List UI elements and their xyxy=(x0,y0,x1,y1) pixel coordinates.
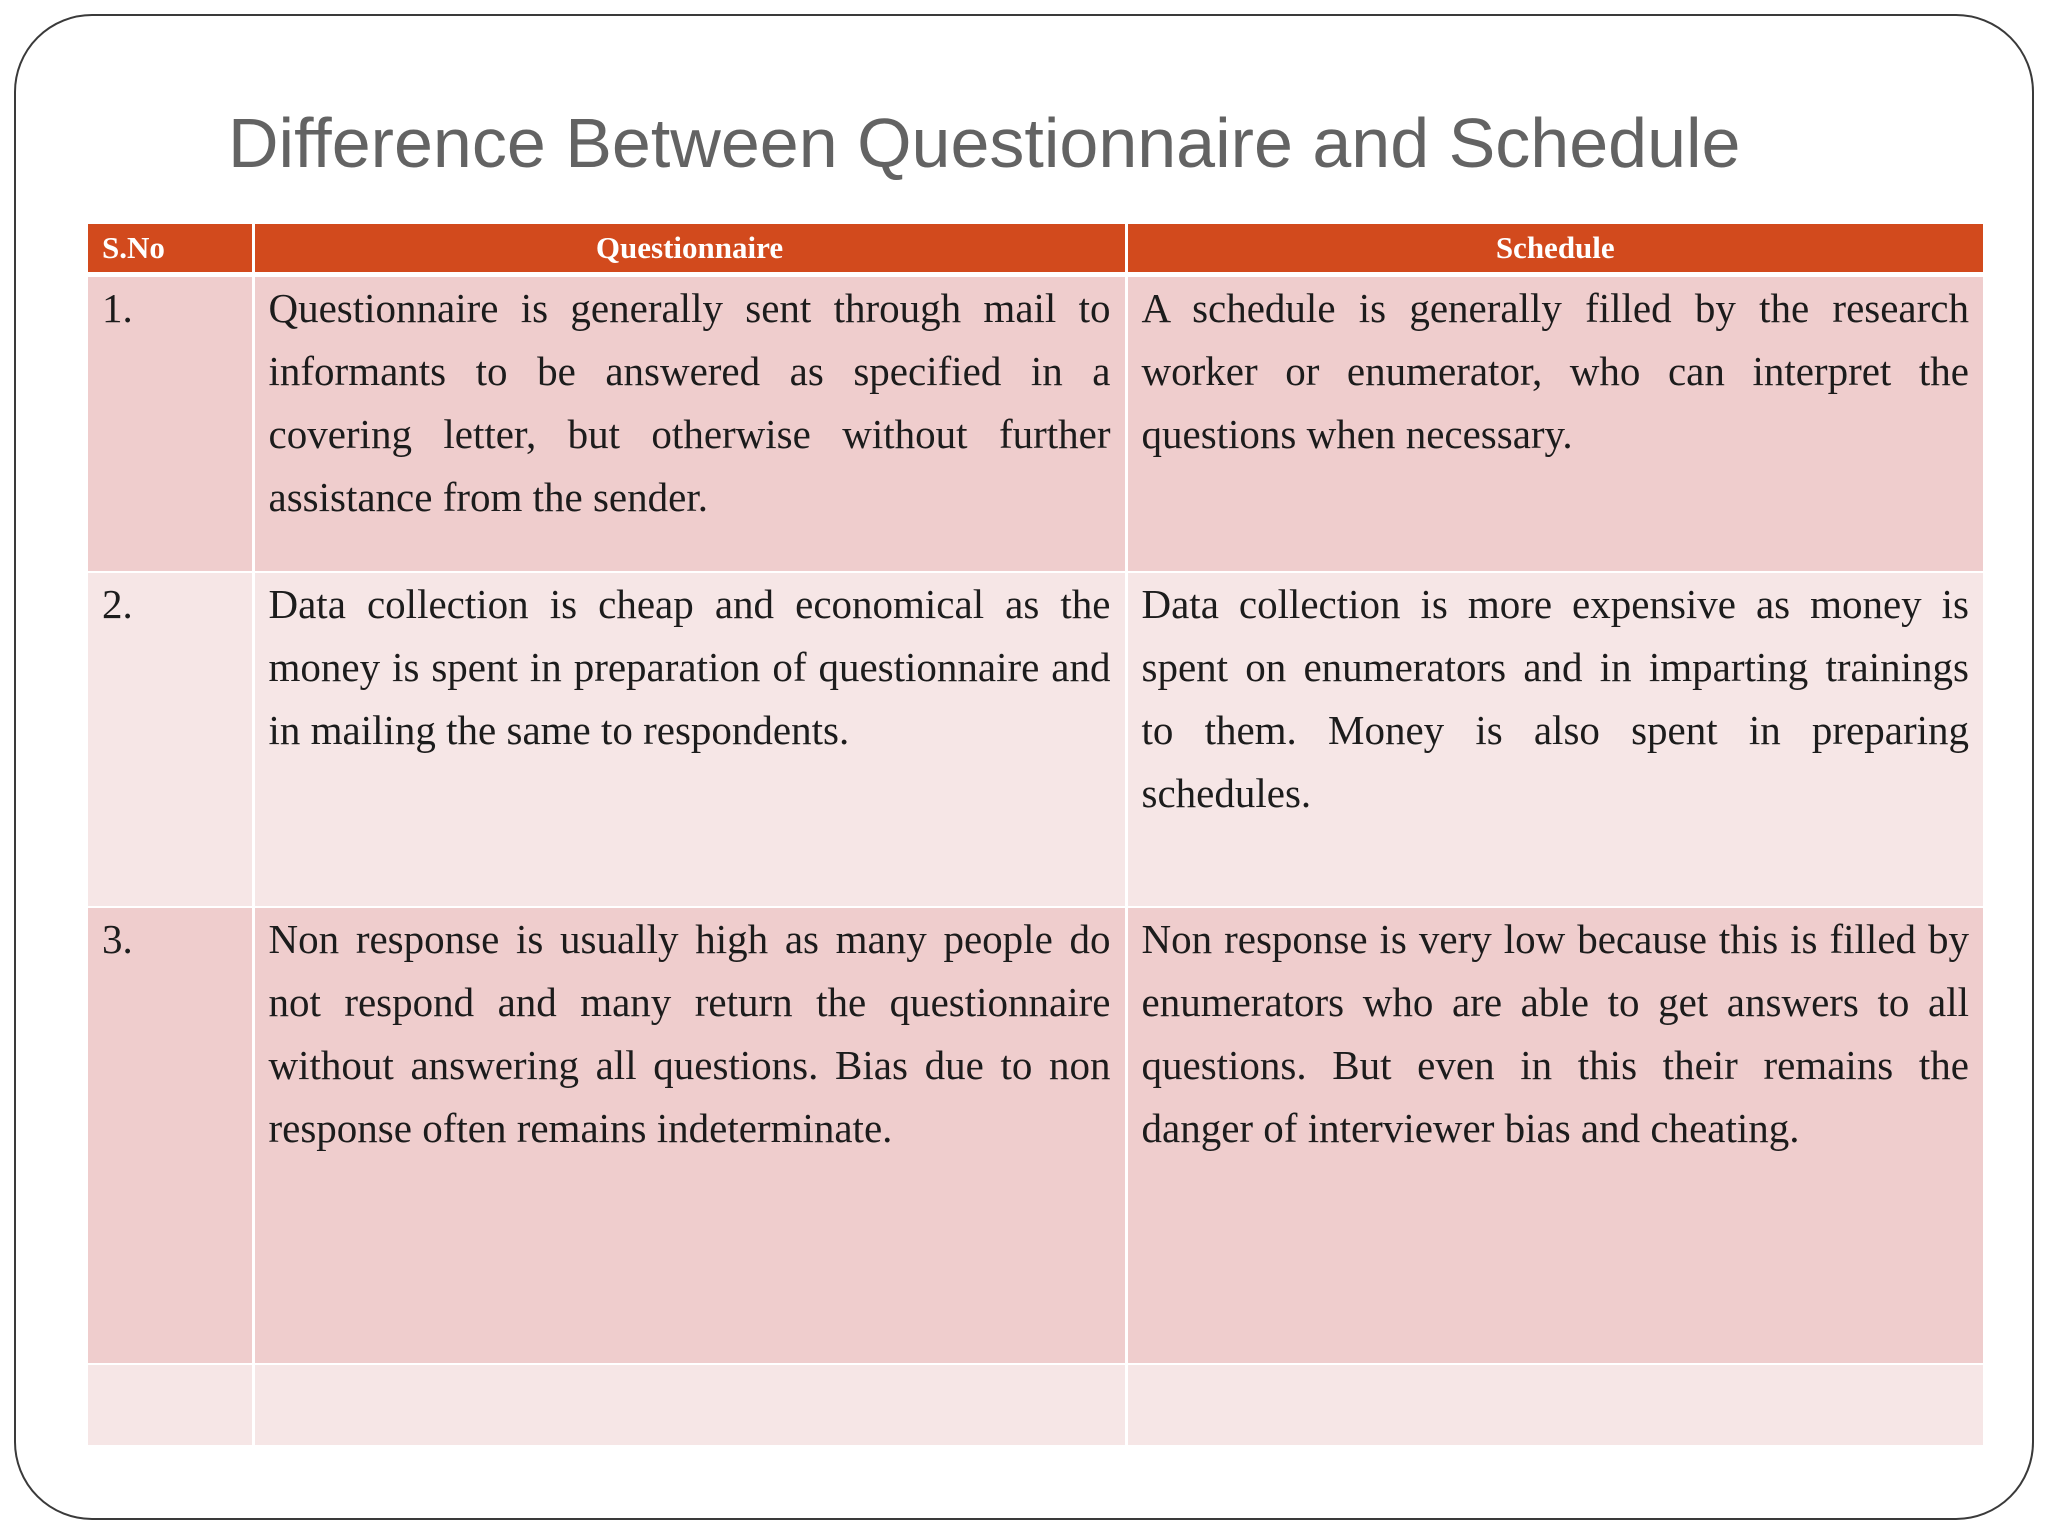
table-row xyxy=(88,572,1983,907)
row-1-schedule: A schedule is generally filled by the research worker or enumerator, who can interpret the questions when necessary. xyxy=(1126,275,1983,573)
empty-cell xyxy=(253,1364,1126,1446)
header-questionnaire: Questionnaire xyxy=(253,224,1126,275)
slide-title: Difference Between Questionnaire and Schedule xyxy=(228,104,1741,182)
row-2-sno: 2. xyxy=(88,572,253,907)
row-1-sno: 1. xyxy=(88,275,253,573)
row-3-schedule: Non response is very low because this is filled by enumerators who are able to get answers to all questions. But even in this their remains the danger of interviewer bias and cheating. xyxy=(1126,907,1983,1364)
comparison-table xyxy=(88,224,1983,1447)
row-2-schedule: Data collection is more expensive as money is spent on enumerators and in imparting trainings to them. Money is also spent in preparing schedules. xyxy=(1126,572,1983,907)
empty-cell xyxy=(1126,1364,1983,1446)
empty-cell xyxy=(88,1364,253,1446)
table-row xyxy=(88,907,1983,1364)
row-3-questionnaire: Non response is usually high as many people do not respond and many return the questionnaire without answering all questions. Bias due to non response often remains indeterminate. xyxy=(253,907,1126,1364)
row-1-questionnaire: Questionnaire is generally sent through mail to informants to be answered as specified in a covering letter, but otherwise without further assistance from the sender. xyxy=(253,275,1126,573)
table-row xyxy=(88,275,1983,573)
row-3-sno: 3. xyxy=(88,907,253,1364)
table-row-empty xyxy=(88,1364,1983,1446)
table-header-row xyxy=(88,224,1983,275)
row-2-questionnaire: Data collection is cheap and economical as the money is spent in preparation of questionnaire and in mailing the same to respondents. xyxy=(253,572,1126,907)
slide xyxy=(14,14,2034,1520)
header-schedule: Schedule xyxy=(1126,224,1983,275)
header-sno: S.No xyxy=(88,224,253,275)
